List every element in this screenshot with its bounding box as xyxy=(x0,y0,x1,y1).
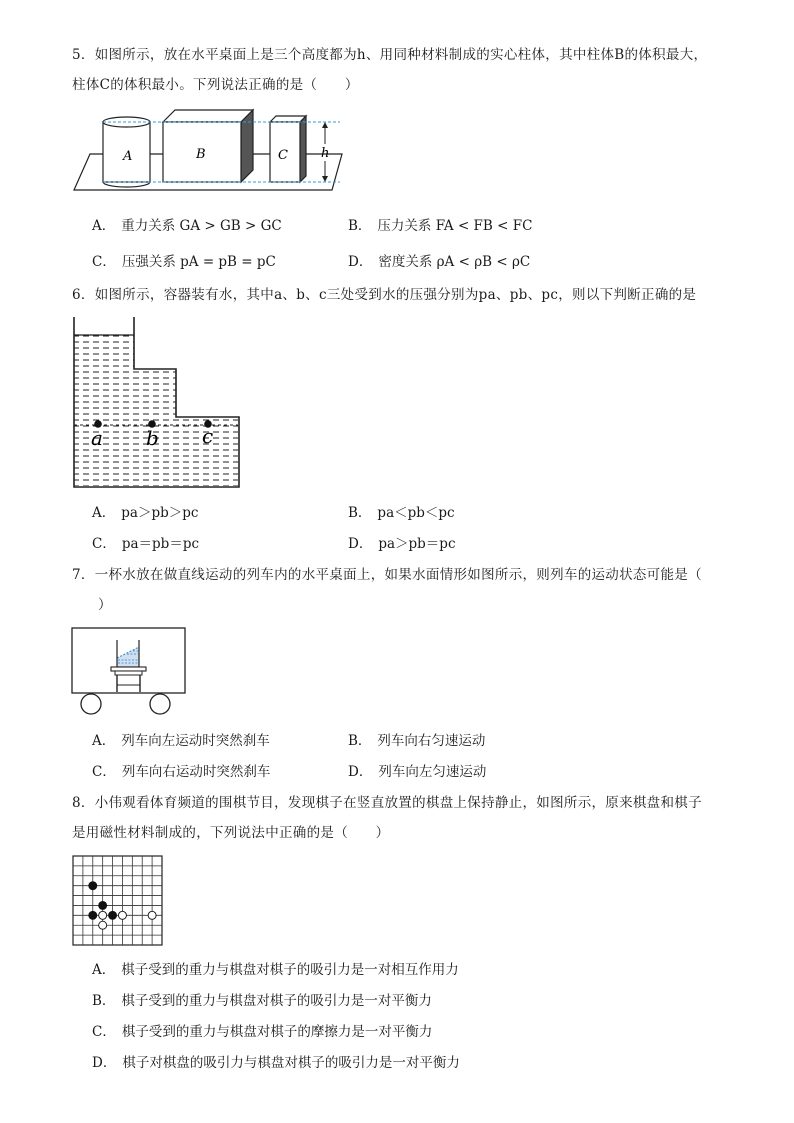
q7-option-a-label: A． xyxy=(92,733,116,749)
q5-option-d-text: 密度关系 ρA < ρB < ρC xyxy=(378,254,531,270)
question-5-figure xyxy=(70,106,360,196)
go-board-border xyxy=(73,856,162,945)
label-a: A xyxy=(123,149,133,164)
q6-option-a-text: pa＞pb＞pc xyxy=(121,505,199,521)
block-b-side xyxy=(241,110,253,182)
q7-option-b-label: B． xyxy=(348,733,372,749)
question-6-stem-line: 6．如图所示，容器装有水，其中a、b、c三处受到水的压强分别为pa、pb、pc，则以下判断正确的是 xyxy=(72,287,697,303)
q6-option-b-label: B． xyxy=(348,505,372,521)
q8-option-d[interactable] xyxy=(92,1053,460,1073)
q5-option-c-text: 压强关系 pA = pB = pC xyxy=(121,254,276,270)
q5-option-b[interactable] xyxy=(348,216,532,236)
height-arrowhead-down xyxy=(322,176,328,182)
q5-option-c-label: C． xyxy=(92,254,116,270)
height-arrowhead-up xyxy=(322,122,328,128)
q8-option-c-label: C． xyxy=(92,1024,116,1040)
q8-option-c-text: 棋子受到的重力与棋盘对棋子的摩擦力是一对平衡力 xyxy=(121,1024,433,1040)
question-6-stem xyxy=(72,280,732,310)
q8-option-a-text: 棋子受到的重力与棋盘对棋子的吸引力是一对相互作用力 xyxy=(121,962,459,978)
q6-option-d-text: pa＞pb＝pc xyxy=(378,536,456,552)
water-body xyxy=(74,335,238,486)
q8-option-d-label: D． xyxy=(92,1055,117,1071)
q6-option-d[interactable] xyxy=(348,534,456,554)
q8-option-a-label: A． xyxy=(92,962,116,978)
q5-option-b-text: 压力关系 FA < FB < FC xyxy=(377,218,533,234)
q6-option-c-label: C． xyxy=(92,536,116,552)
question-7-figure xyxy=(71,627,189,719)
q7-option-a-text: 列车向左运动时突然刹车 xyxy=(121,733,270,749)
q6-option-b-text: pa＜pb＜pc xyxy=(377,505,455,521)
table-top xyxy=(111,667,146,671)
label-point-a: a xyxy=(91,426,103,450)
q8-option-a[interactable] xyxy=(92,960,459,980)
label-b: B xyxy=(196,147,206,162)
question-5-stem xyxy=(72,40,732,100)
question-8-stem-line1: 8．小伟观看体育频道的围棋节目，发现棋子在竖直放置的棋盘上保持静止，如图所示，原来棋盘和棋子 xyxy=(72,795,702,811)
q8-option-c[interactable] xyxy=(92,1022,432,1042)
white-stone xyxy=(99,921,107,929)
block-b-top xyxy=(163,110,253,122)
q8-option-b[interactable] xyxy=(92,991,432,1011)
q6-option-d-label: D． xyxy=(348,536,373,552)
label-c: C xyxy=(278,148,288,163)
q5-option-d-label: D． xyxy=(348,254,373,270)
label-point-c: c xyxy=(202,424,214,448)
question-8-stem-line2: 是用磁性材料制成的，下列说法中正确的是（ ） xyxy=(72,825,390,841)
white-stone xyxy=(118,911,126,919)
q7-option-c[interactable] xyxy=(92,762,270,782)
q7-option-a[interactable] xyxy=(92,731,270,751)
white-stone xyxy=(99,911,107,919)
q6-option-a-label: A． xyxy=(92,505,116,521)
train-wheel-right xyxy=(150,694,170,714)
q6-option-c-text: pa＝pb＝pc xyxy=(121,536,200,552)
q5-option-a[interactable] xyxy=(92,216,282,236)
block-c-side xyxy=(300,116,306,182)
q5-option-d[interactable] xyxy=(348,252,530,272)
q5-option-c[interactable] xyxy=(92,252,276,272)
q6-option-a[interactable] xyxy=(92,503,198,523)
table-apron xyxy=(115,671,142,675)
white-stone xyxy=(148,911,156,919)
label-point-b: b xyxy=(146,426,159,450)
question-7-stem-line2: ） xyxy=(98,597,112,613)
question-8-figure xyxy=(72,855,164,947)
label-h: h xyxy=(321,146,330,161)
q5-option-a-label: A． xyxy=(92,218,116,234)
q6-option-c[interactable] xyxy=(92,534,199,554)
q7-option-b-text: 列车向右匀速运动 xyxy=(377,733,486,749)
black-stone xyxy=(99,901,107,909)
q8-option-d-text: 棋子对棋盘的吸引力与棋盘对棋子的吸引力是一对平衡力 xyxy=(122,1055,460,1071)
question-7-stem xyxy=(72,560,732,620)
train-wheel-left xyxy=(81,694,101,714)
q6-option-b[interactable] xyxy=(348,503,455,523)
q7-option-d[interactable] xyxy=(348,762,486,782)
q7-option-c-label: C． xyxy=(92,764,116,780)
question-8-stem xyxy=(72,788,732,848)
question-5-stem-line1: 5．如图所示，放在水平桌面上是三个高度都为h、用同种材料制成的实心柱体，其中柱体B的体积最大， xyxy=(72,47,708,63)
question-6-figure xyxy=(72,315,247,490)
question-5-stem-line2: 柱体C的体积最小。下列说法正确的是（ ） xyxy=(72,77,359,93)
cylinder-a-bottom xyxy=(103,182,150,187)
q7-option-b[interactable] xyxy=(348,731,485,751)
black-stone xyxy=(109,911,117,919)
q7-option-d-label: D． xyxy=(348,764,373,780)
black-stone xyxy=(89,882,97,890)
q7-option-c-text: 列车向右运动时突然刹车 xyxy=(121,764,271,780)
q5-option-a-text: 重力关系 GA > GB > GC xyxy=(121,218,282,234)
q8-option-b-text: 棋子受到的重力与棋盘对棋子的吸引力是一对平衡力 xyxy=(121,993,432,1009)
black-stone xyxy=(89,911,97,919)
q7-option-d-text: 列车向左匀速运动 xyxy=(378,764,487,780)
question-7-stem-line1: 7．一杯水放在做直线运动的列车内的水平桌面上，如果水面情形如图所示，则列车的运动状态可能是（ xyxy=(72,567,702,583)
q8-option-b-label: B． xyxy=(92,993,116,1009)
q5-option-b-label: B． xyxy=(348,218,372,234)
